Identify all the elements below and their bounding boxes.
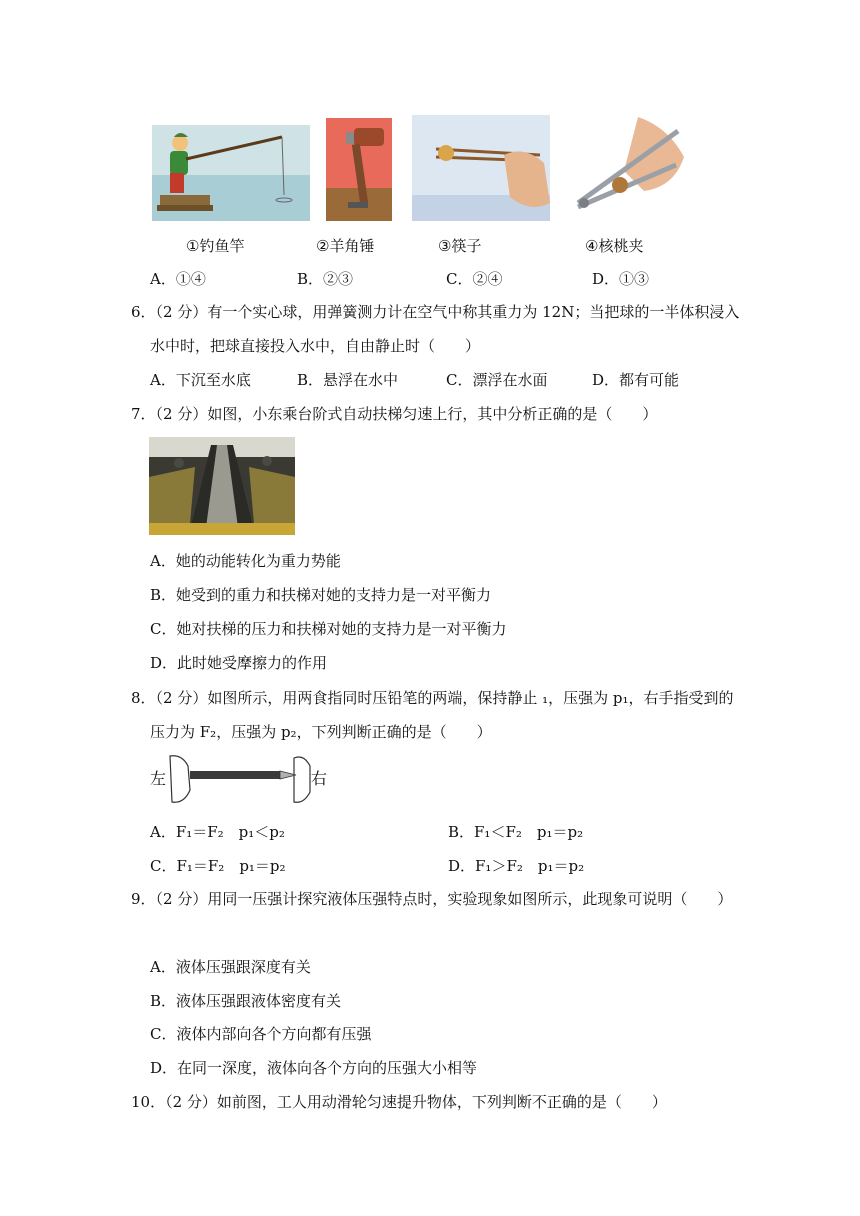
q8-left-label: 左: [150, 769, 167, 788]
q6-option-c[interactable]: C．漂浮在水面: [446, 371, 548, 389]
q8-option-b[interactable]: B．F₁＜F₂ p₁＝p₂: [448, 823, 584, 841]
q7-stem: 7．（2 分）如图，小东乘台阶式自动扶梯匀速上行，其中分析正确的是（ ）: [131, 405, 658, 423]
q9-option-a[interactable]: A．液体压强跟深度有关: [150, 958, 311, 976]
q8-option-c[interactable]: C．F₁＝F₂ p₁＝p₂: [150, 857, 286, 875]
pencil-fingers-image: [150, 752, 330, 808]
q8-option-d[interactable]: D．F₁＞F₂ p₁＝p₂: [448, 857, 585, 875]
caption-chopsticks: ③筷子: [438, 237, 482, 255]
q10-stem: 10．（2 分）如前图，工人用动滑轮匀速提升物体，下列判断不正确的是（ ）: [131, 1093, 667, 1111]
caption-nutcracker: ④核桃夹: [585, 237, 644, 255]
fishing-rod-image: [152, 125, 310, 221]
caption-claw-hammer: ②羊角锤: [316, 237, 375, 255]
q8-stem-line2: 压力为 F₂，压强为 p₂，下列判断正确的是（ ）: [150, 723, 492, 741]
nutcracker-image: [568, 111, 688, 215]
q8-right-label: 右: [311, 769, 328, 788]
caption-fishing-rod: ①钓鱼竿: [186, 237, 245, 255]
q6-option-a[interactable]: A．下沉至水底: [150, 371, 251, 389]
chopsticks-image: [412, 115, 550, 221]
q5-option-a[interactable]: A．①④: [150, 270, 206, 288]
q6-option-b[interactable]: B．悬浮在水中: [297, 371, 399, 389]
claw-hammer-image: [326, 118, 392, 221]
escalator-image: [149, 437, 295, 535]
q6-stem-line2: 水中时，把球直接投入水中，自由静止时（ ）: [150, 337, 481, 355]
q7-option-a[interactable]: A．她的动能转化为重力势能: [150, 552, 341, 570]
q9-stem: 9．（2 分）用同一压强计探究液体压强特点时，实验现象如图所示，此现象可说明（ ）: [131, 890, 733, 908]
q7-option-c[interactable]: C．她对扶梯的压力和扶梯对她的支持力是一对平衡力: [150, 620, 507, 638]
q8-option-a[interactable]: A．F₁＝F₂ p₁＜p₂: [150, 823, 285, 841]
q6-stem-line1: 6．（2 分）有一个实心球，用弹簧测力计在空气中称其重力为 12N；当把球的一半体积浸入: [131, 303, 740, 321]
q8-stem-line1: 8．（2 分）如图所示，用两食指同时压铅笔的两端，保持静止 ₁，压强为 p₁，右手指受到的: [131, 689, 734, 707]
q5-option-b[interactable]: B．②③: [297, 270, 354, 288]
q7-option-b[interactable]: B．她受到的重力和扶梯对她的支持力是一对平衡力: [150, 586, 492, 604]
q7-option-d[interactable]: D．此时她受摩擦力的作用: [150, 654, 328, 672]
q9-option-c[interactable]: C．液体内部向各个方向都有压强: [150, 1025, 372, 1043]
q9-option-b[interactable]: B．液体压强跟液体密度有关: [150, 992, 342, 1010]
q5-option-d[interactable]: D．①③: [592, 270, 650, 288]
q6-option-d[interactable]: D．都有可能: [592, 371, 680, 389]
q5-option-c[interactable]: C．②④: [446, 270, 503, 288]
q9-option-d[interactable]: D．在同一深度，液体向各个方向的压强大小相等: [150, 1059, 478, 1077]
